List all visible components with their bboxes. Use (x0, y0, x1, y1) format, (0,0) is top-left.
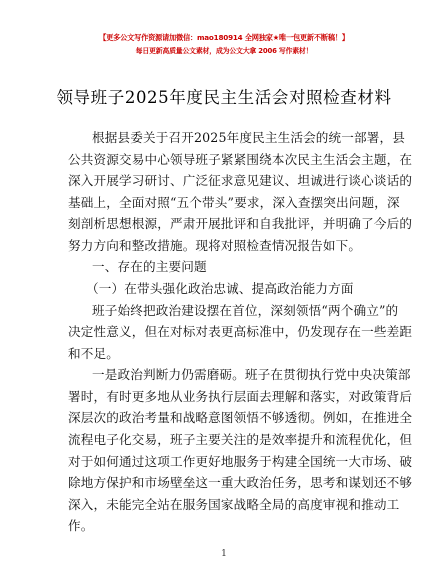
body-line-9: 班子始终把政治建设摆在首位，深刻领悟“两个确立”的 (92, 303, 399, 318)
body-line-12: 一是政治判断力仍需磨砺。班子在贯彻执行党中央决策部 (92, 367, 411, 382)
document-title: 领导班子2025年度民主生活会对照检查材料 (56, 88, 392, 107)
promo-banner-line-2: 每日更新高质量公文素材，成为公文大拿 2006 写作素材！ (135, 47, 313, 55)
body-line-13: 署时，有时更多地从业务执行层面去理解和落实，对政策背后 (68, 389, 413, 404)
body-line-19: 作。 (68, 518, 94, 533)
body-line-6: 努力方向和整改措施。现将对照检查情况报告如下。 (68, 238, 362, 253)
page-number: 1 (221, 549, 227, 559)
body-line-17: 除地方保护和市场壁垒这一重大政治任务，思考和谋划还不够 (68, 475, 413, 490)
promo-banner-line-1: 【更多公文写作资源请加微信：mao180914 全网独家★唯一包更新不断稿！】 (99, 33, 349, 42)
body-line-18: 深入，未能完全站在服务国家战略全局的高度审视和推动工 (68, 497, 400, 512)
body-line-16: 对于如何通过这项工作更好地服务于构建全国统一大市场、破 (68, 454, 413, 469)
body-line-11: 和不足。 (68, 346, 119, 361)
body-line-1: 根据县委关于召开2025年度民主生活会的统一部署，县 (92, 130, 406, 145)
body-line-2: 公共资源交易中心领导班子紧紧围绕本次民主生活会主题，在 (68, 152, 413, 167)
subsection-heading: （一）在带头强化政治忠诚、提高政治能力方面 (86, 281, 354, 296)
body-line-4: 基础上，全面对照“五个带头”要求，深入查摆突出问题，深 (68, 195, 400, 210)
body-line-14: 深层次的政治考量和战略意图领悟不够透彻。例如，在推进全 (68, 410, 413, 425)
section-heading: 一、存在的主要问题 (92, 259, 207, 274)
body-line-3: 深入开展学习研讨、广泛征求意见建议、坦诚进行谈心谈话的 (68, 173, 413, 188)
body-line-15: 流程电子化交易，班子主要关注的是效率提升和流程优化，但 (68, 432, 413, 447)
body-line-5: 刻剖析思想根源，严肃开展批评和自我批评，并明确了今后的 (68, 216, 413, 231)
body-line-10: 决定性意义，但在对标对表更高标准中，仍发现存在一些差距 (68, 324, 413, 339)
